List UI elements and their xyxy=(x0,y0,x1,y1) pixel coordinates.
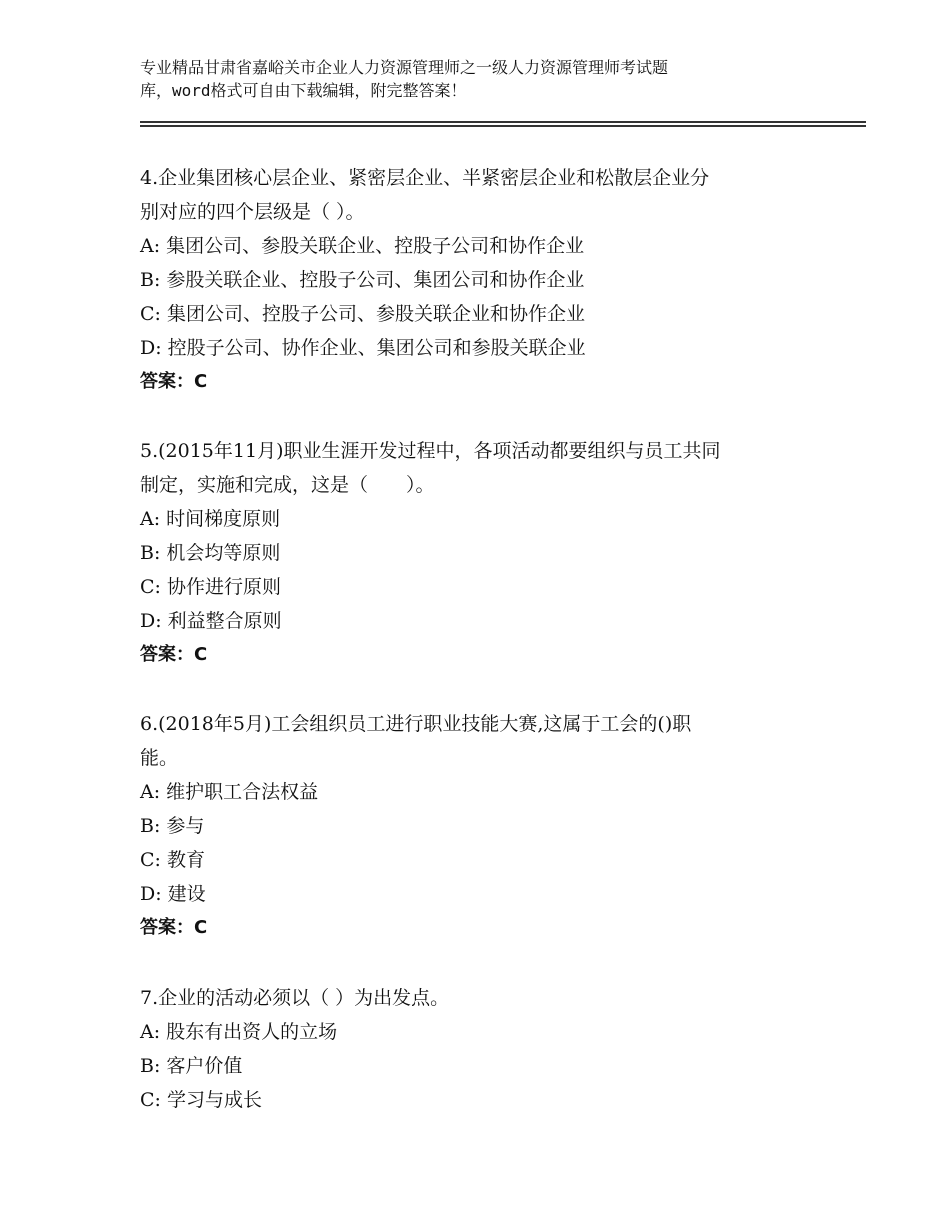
option-d: D: 建设 xyxy=(140,883,206,905)
option-c: C: 教育 xyxy=(140,849,205,871)
option-d: D: 利益整合原则 xyxy=(140,610,282,632)
option-b: B: 参与 xyxy=(140,815,205,837)
question-stem: 能。 xyxy=(140,747,179,769)
header-title-line-1: 专业精品甘肃省嘉峪关市企业人力资源管理师之一级人力资源管理师考试题 xyxy=(140,58,669,77)
answer-label: 答案：C xyxy=(140,644,208,665)
option-b: B: 参股关联企业、控股子公司、集团公司和协作企业 xyxy=(140,269,585,291)
option-b: B: 机会均等原则 xyxy=(140,542,281,564)
question-stem: 5.(2015年11月)职业生涯开发过程中，各项活动都要组织与员工共同 xyxy=(140,440,721,462)
question-stem: 4.企业集团核心层企业、紧密层企业、半紧密层企业和松散层企业分 xyxy=(140,167,710,189)
option-c: C: 学习与成长 xyxy=(140,1089,262,1111)
option-b: B: 客户价值 xyxy=(140,1055,243,1077)
answer-label: 答案：C xyxy=(140,917,208,938)
question-block xyxy=(140,707,820,945)
header-title-line-2: 库，word格式可自由下载编辑，附完整答案！ xyxy=(140,81,467,100)
option-a: A: 股东有出资人的立场 xyxy=(140,1021,338,1043)
option-d: D: 控股子公司、协作企业、集团公司和参股关联企业 xyxy=(140,337,586,359)
question-block xyxy=(140,434,820,672)
answer-label: 答案：C xyxy=(140,371,208,392)
header-divider-bottom xyxy=(140,125,866,127)
option-c: C: 协作进行原则 xyxy=(140,576,281,598)
question-block xyxy=(140,981,820,1117)
question-block xyxy=(140,161,820,399)
question-stem: 6.(2018年5月)工会组织员工进行职业技能大赛,这属于工会的()职 xyxy=(140,713,692,735)
option-a: A: 集团公司、参股关联企业、控股子公司和协作企业 xyxy=(140,235,585,257)
option-c: C: 集团公司、控股子公司、参股关联企业和协作企业 xyxy=(140,303,585,325)
question-stem: 别对应的四个层级是（ ）。 xyxy=(140,201,365,223)
question-stem: 7.企业的活动必须以（ ）为出发点。 xyxy=(140,987,450,1009)
option-a: A: 时间梯度原则 xyxy=(140,508,281,530)
question-stem: 制定，实施和完成，这是（ ）。 xyxy=(140,474,435,496)
document-header xyxy=(140,56,840,102)
option-a: A: 维护职工合法权益 xyxy=(140,781,319,803)
header-divider-top xyxy=(140,121,866,123)
